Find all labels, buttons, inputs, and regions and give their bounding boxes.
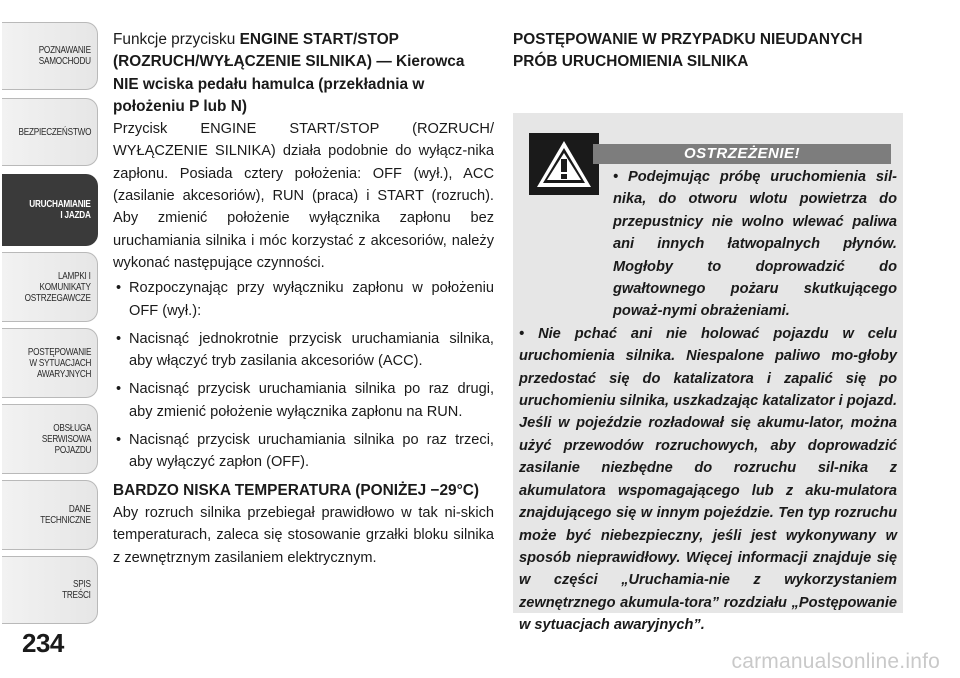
tab-uruchamianie-i-jazda[interactable]: [2, 174, 98, 246]
left-column: [113, 29, 494, 569]
tab-poznawanie-samochodu[interactable]: [2, 22, 98, 90]
tab-label: OBSŁUGA SERWISOWA POJAZDU: [41, 421, 91, 456]
section-heading-right: POSTĘPOWANIE W PRZYPADKU NIEUDANYCH PRÓB URUCHOMIENIA SILNIKA: [513, 31, 863, 70]
list-item: • Rozpoczynając przy wyłączniku zapłonu w położeniu OFF (wył.):: [113, 277, 494, 322]
tab-bezpieczenstwo[interactable]: [2, 98, 98, 166]
tab-label: LAMPKI I KOMUNIKATY OSTRZEGAWCZE: [24, 269, 91, 304]
tab-spis-tresci[interactable]: [2, 556, 98, 624]
list-item: • Nacisnąć przycisk uruchamiania silnika po raz trzeci, aby wyłączyć zapłon (OFF).: [113, 429, 494, 474]
subsection-paragraph: Aby rozruch silnika przebiegał prawidłowo w tak ni-skich temperaturach, zaleca się stosowanie grzałki bloku silnika z zewnętrznym zasilaniem elektrycznym.: [113, 504, 494, 566]
tab-label: BEZPIECZEŃSTWO: [18, 125, 91, 138]
tab-dane-techniczne[interactable]: [2, 480, 98, 550]
tab-label: URUCHAMIANIE I JAZDA: [29, 198, 91, 221]
steps-list: [113, 277, 494, 473]
heading-prefix: Funkcje przycisku: [113, 31, 240, 48]
tab-postepowanie-awaryjne[interactable]: [2, 328, 98, 398]
right-column: [513, 29, 903, 634]
tab-label: POZNAWANIE SAMOCHODU: [38, 44, 91, 67]
warning-title: OSTRZEŻENIE!: [593, 144, 891, 164]
tab-label: DANE TECHNICZNE: [40, 503, 91, 526]
heading-bold: ENGINE START/STOP (ROZRUCH/WYŁĄCZENIE SILNIKA) — Kierowca NIE wciska pedału hamulca (przekładnia w położeniu P lub N): [113, 31, 465, 115]
tab-lampki-i-komunikaty[interactable]: [2, 252, 98, 322]
tab-obsluga-serwisowa[interactable]: [2, 404, 98, 474]
page-number: 234: [22, 628, 64, 658]
watermark: carmanualsonline.info: [731, 650, 940, 673]
warning-text: [519, 166, 897, 637]
warning-paragraph: • Nie pchać ani nie holować pojazdu w celu uruchomienia silnika. Niespalone paliwo mo-głoby przedostać się do katalizatora i zapalić się po uruchomieniu silnika, uszkadzając katalizator i pojazd. Jeśli w pojeździe rozładował się akumu-lator, można użyć przewodów rozruchowych, aby doprowadzić zasilanie niezbędne do rozruchu sil-nika z akumulatora wspomagającego lub z aku-mulatora znajdującego się w innym pojeździe. Ten typ rozruchu może być niebezpieczny, jeśli jest wykonywany w sposób nieprawidłowy. Więcej informacji znajduje się w części „Uruchamia-nie z wykorzystaniem zewnętrznego akumula-tora” rozdziału „Postępowanie w sytuacjach awaryjnych”.: [519, 325, 897, 634]
warning-paragraph: • Podejmując próbę uruchomienia sil-nika, do otworu wlotu powietrza do przepustnicy nie wolno wlewać paliwa ani innych łatwopalnych płynów. Mogłoby to doprowadzić do gwałtownego pożaru skutkującego poważ-nymi obrażeniami.: [613, 169, 897, 320]
list-item: • Nacisnąć jednokrotnie przycisk uruchamiania silnika, aby włączyć tryb zasilania akcesoriów (ACC).: [113, 328, 494, 373]
section-heading: [113, 29, 494, 118]
warning-box: [513, 113, 903, 634]
list-item: • Nacisnąć przycisk uruchamiania silnika po raz drugi, aby zmienić położenie wyłącznika zapłonu na RUN.: [113, 378, 494, 423]
subsection-heading: BARDZO NISKA TEMPERATURA (PONIŻEJ −29°C): [113, 481, 480, 499]
intro-paragraph: Przycisk ENGINE START/STOP (ROZRUCH/ WYŁĄCZENIE SILNIKA) działa podobnie do wyłącz-nika zapłonu. Posiada cztery położenia: OFF (wył.), ACC (zasilanie akcesoriów), RUN (praca) i START (rozruch). Aby zmienić położenie wyłącznika zapłonu bez uruchamiania silnika i móc korzystać z akcesoriów, należy wykonać następujące czynności.: [113, 121, 494, 271]
tab-label: SPIS TREŚCI: [62, 578, 91, 601]
tab-label: POSTĘPOWANIE W SYTUACJACH AWARYJNYCH: [27, 345, 91, 380]
